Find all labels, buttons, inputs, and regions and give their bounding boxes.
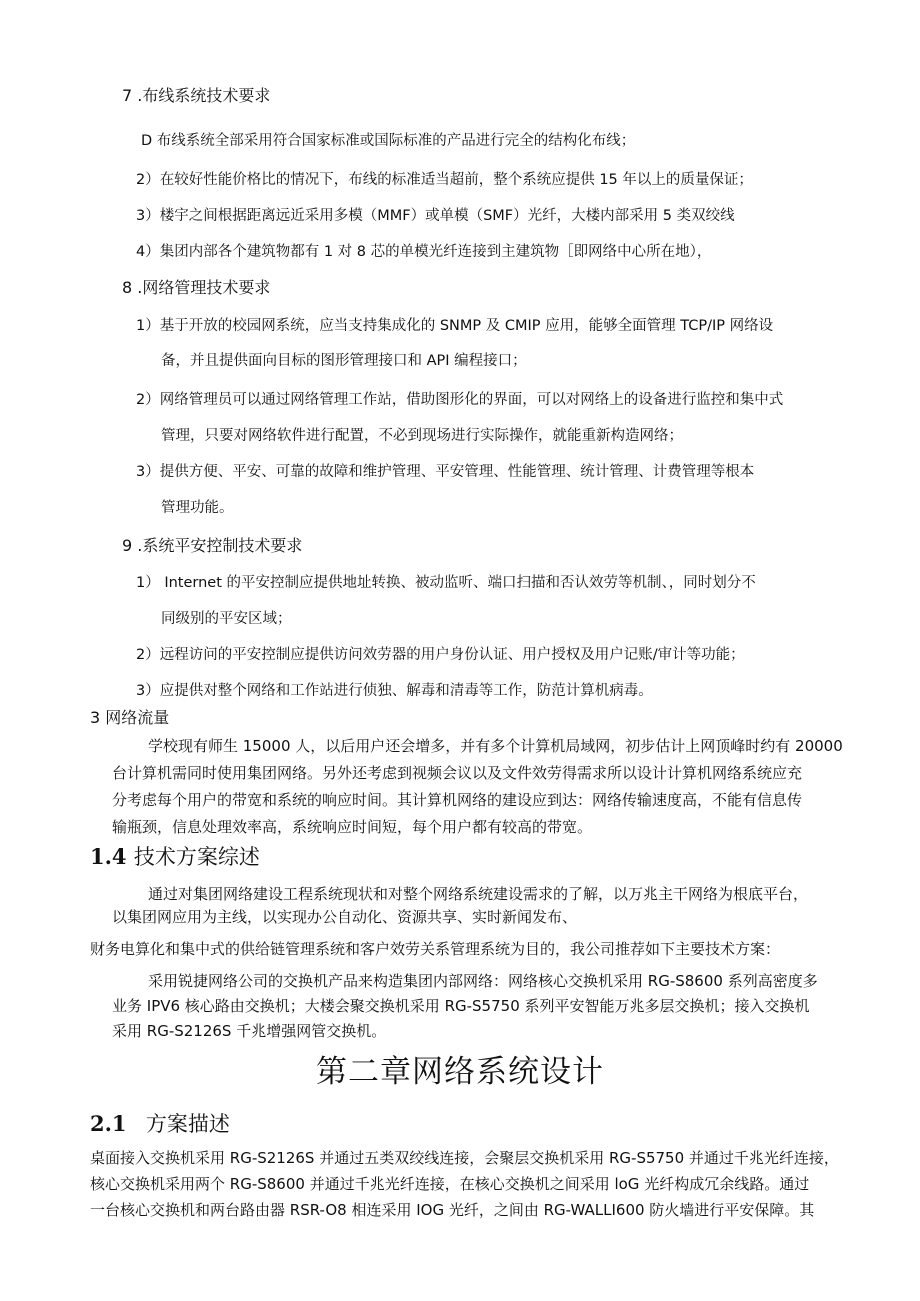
- traffic-line-1: 学校现有师生 15000 人，以后用户还会增多，并有多个计算机局域网，初步估计上网顶峰时约有 20000: [148, 737, 843, 755]
- s8-item-2-line-2: 管理，只要对网络软件进行配置，不必到现场进行实际操作，就能重新构造网络；: [161, 428, 683, 444]
- s9-item-1-line-2: 同级别的平安区域；: [161, 611, 292, 627]
- section-1-4-title: 技术方案综述: [133, 845, 260, 869]
- section-2-1-title: 方案描述: [145, 1112, 230, 1136]
- traffic-line-2: 台计算机需同时使用集团网络。另外还考虑到视频会议以及文件效劳得需求所以设计计算机网络系统应充: [112, 764, 803, 782]
- s7-item-4: 4）集团内部各个建筑物都有 1 对 8 芯的单模光纤连接到主建筑物［即网络中心所在地），: [136, 244, 712, 260]
- s8-item-2-line-1: 2）网络管理员可以通过网络管理工作站，借助图形化的界面，可以对网络上的设备进行监控和集中式: [136, 392, 784, 408]
- sec21-line-2: 核心交换机采用两个 RG-S8600 并通过千兆光纤连接，在核心交换机之间采用 loG 光纤构成冗余线路。通过: [90, 1175, 810, 1193]
- s8-item-3-line-2: 管理功能。: [161, 500, 234, 516]
- s9-item-1-line-1: 1） Internet 的平安控制应提供地址转换、被动监听、端口扫描和否认效劳等机制、，同时划分不: [136, 575, 756, 591]
- section-2-1-heading: [90, 1110, 230, 1138]
- s9-item-3: 3）应提供对整个网络和工作站进行侦独、解毒和清毒等工作，防范计算机病毒。: [136, 683, 653, 699]
- sec14-p1-line-1: 通过对集团网络建设工程系统现状和对整个网络系统建设需求的了解，以万兆主干网络为根底平台，: [148, 885, 809, 903]
- s8-item-3-line-1: 3）提供方便、平安、可靠的故障和维护管理、平安管理、性能管理、统计管理、计费管理等根本: [136, 464, 755, 480]
- section-1-4-number: 1.4: [90, 844, 127, 869]
- sec14-p2-line-2: 业务 IPV6 核心路由交换机；大楼会聚交换机采用 RG-S5750 系列平安智能万兆多层交换机；接入交换机: [112, 997, 810, 1015]
- sec14-p2-line-1: 采用锐捷网络公司的交换机产品来构造集团内部网络：网络核心交换机采用 RG-S8600 系列高密度多: [148, 972, 818, 990]
- section-9-heading: 9 .系统平安控制技术要求: [122, 536, 303, 555]
- section-1-4-heading: [90, 843, 260, 871]
- section-2-1-number: 2.1: [90, 1111, 127, 1136]
- s8-item-1-line-1: 1）基于开放的校园网系统，应当支持集成化的 SNMP 及 CMIP 应用，能够全面管理 TCP/IP 网络设: [136, 318, 774, 334]
- traffic-line-3: 分考虑每个用户的带宽和系统的响应时间。其计算机网络的建设应到达：网络传输速度高，不能有信息传: [112, 791, 803, 809]
- sec21-line-1: 桌面接入交换机采用 RG-S2126S 并通过五类双绞线连接，会聚层交换机采用 RG-S5750 并通过千兆光纤连接，: [90, 1149, 839, 1167]
- section-7-heading: 7 .布线系统技术要求: [122, 86, 271, 105]
- section-8-heading: 8 .网络管理技术要求: [122, 278, 271, 297]
- traffic-line-4: 输瓶颈，信息处理效率高，系统响应时间短，每个用户都有较高的带宽。: [112, 818, 593, 836]
- sec14-p1-line-2: 以集团网应用为主线，以实现办公自动化、资源共享、实时新闻发布、: [112, 908, 578, 926]
- sec14-p2-line-3: 采用 RG-S2126S 千兆增强网管交换机。: [112, 1022, 387, 1040]
- s7-item-3: 3）楼宇之间根据距离远近采用多模（MMF）或单模（SMF）光纤，大楼内部采用 5 类双绞线: [136, 208, 735, 224]
- s8-item-1-line-2: 备，并且提供面向目标的图形管理接口和 API 编程接口；: [161, 353, 527, 369]
- chapter-title: 第二章网络系统设计: [316, 1054, 604, 1090]
- s9-item-2: 2）远程访问的平安控制应提供访问效劳器的用户身份认证、用户授权及用户记账/审计等功能；: [136, 647, 745, 663]
- sec21-line-3: 一台核心交换机和两台路由器 RSR-O8 相连采用 IOG 光纤，之间由 RG-WALLI600 防火墙进行平安保障。其: [90, 1201, 815, 1219]
- s7-item-1: D 布线系统全部采用符合国家标准或国际标准的产品进行完全的结构化布线；: [141, 133, 636, 149]
- traffic-heading: 3 网络流量: [90, 708, 170, 727]
- s7-item-2: 2）在较好性能价格比的情况下，布线的标准适当超前，整个系统应提供 15 年以上的质量保证；: [136, 172, 753, 188]
- sec14-p1-line-3: 财务电算化和集中式的供给链管理系统和客户效劳关系管理系统为目的，我公司推荐如下主要技术方案：: [90, 940, 781, 958]
